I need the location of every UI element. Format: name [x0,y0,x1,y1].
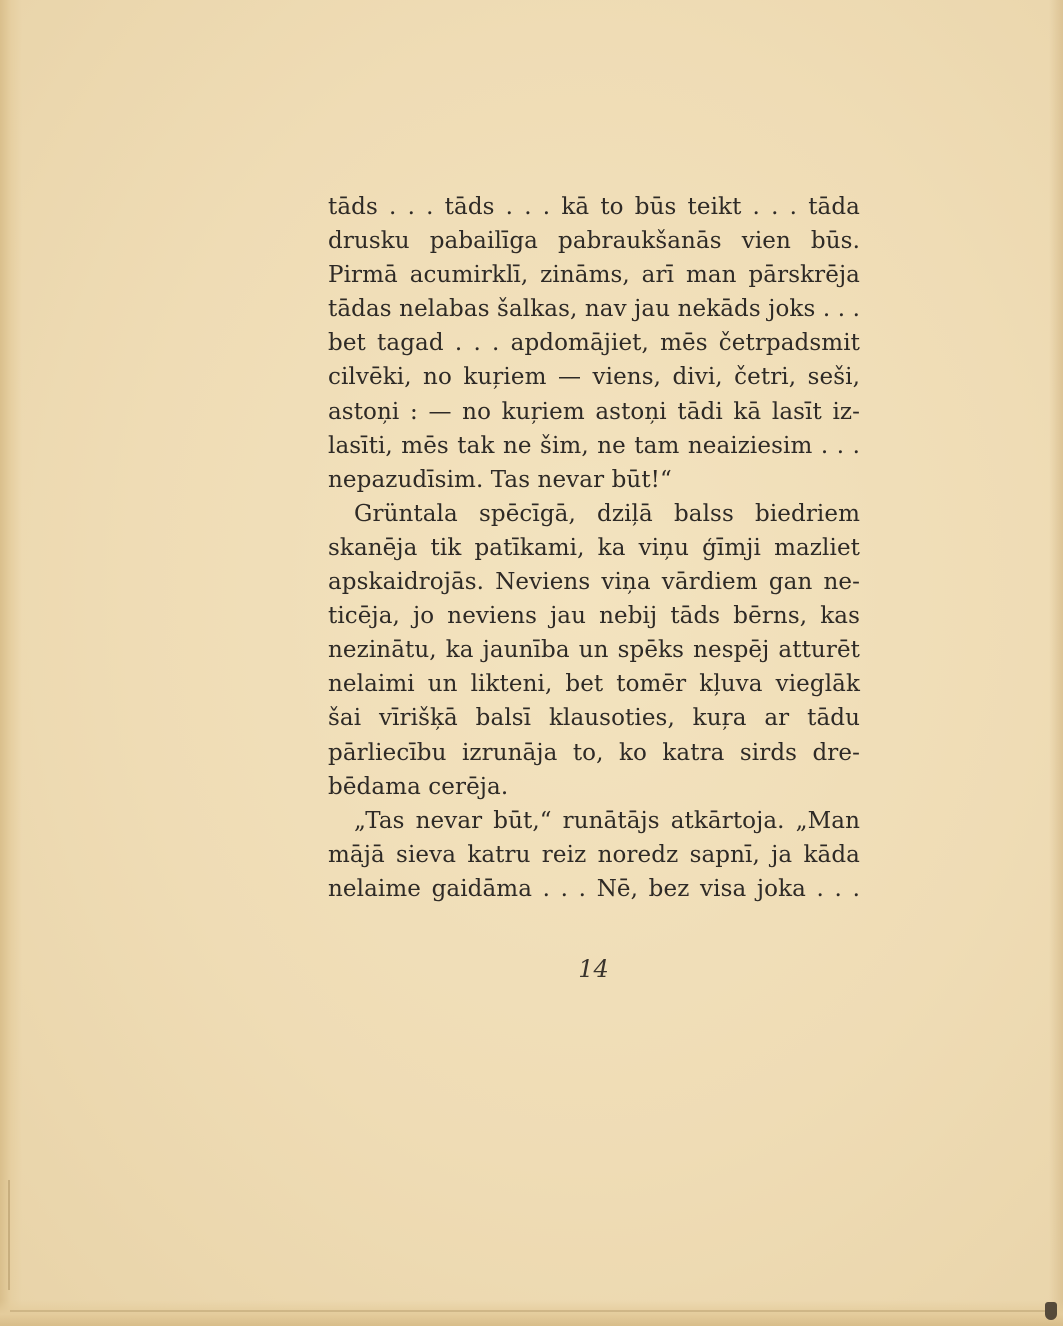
text-line: nepazudīsim. Tas nevar būt!“ [328,466,672,493]
corner-mark [1045,1302,1057,1320]
text-line: astoņi : — no kuŗiem astoņi tādi kā lasīt iz- [328,398,860,425]
page-number: 14 [578,955,609,983]
page-right-edge [1049,0,1063,1326]
text-line: bēdama cerēja. [328,773,509,800]
text-line: Grüntala spēcīgā, dziļā balss biedriem [354,500,860,527]
text-line: tādas nelabas šalkas, nav jau nekāds joks . . . [328,296,860,323]
text-line: tāds . . . tāds . . . kā to būs teikt . . . tāda [328,194,860,220]
page-bottom-crease [10,1310,1045,1312]
text-line: „Tas nevar būt,“ runātājs atkārtoja. „Man [354,807,860,834]
text-line: nezinātu, ka jaunība un spēks nespēj atturēt [328,637,860,664]
text-line: pārliecību izrunāja to, ko katra sirds dre- [328,739,860,766]
body-text [328,190,860,906]
text-line: ticēja, jo neviens jau nebij tāds bērns, kas [328,603,860,630]
text-line: nelaimi un likteni, bet tomēr kļuva vieglāk [328,671,860,698]
page-left-edge [0,0,22,1326]
text-line: šai vīrišķā balsī klausoties, kuŗa ar tādu [328,705,860,732]
text-line: mājā sieva katru reiz noredz sapnī, ja kāda [328,841,860,868]
text-line: drusku pabailīga pabraukšanās vien būs. [328,228,860,255]
text-line: lasīti, mēs tak ne šim, ne tam neaiziesim . . . [328,432,860,459]
text-line: bet tagad . . . apdomājiet, mēs četrpadsmit [328,330,860,357]
text-line: Pirmā acumirklī, zināms, arī man pārskrēja [328,262,860,289]
page-bottom-edge [0,1300,1063,1326]
text-line: apskaidrojās. Neviens viņa vārdiem gan ne- [328,569,860,596]
text-line: nelaime gaidāma . . . Nē, bez visa joka . . . [328,875,860,902]
page-left-crease [8,1180,10,1290]
text-line: cilvēki, no kuŗiem — viens, divi, četri, seši, [328,364,860,391]
text-line: skanēja tik patīkami, ka viņu ģīmji mazliet [328,534,860,561]
